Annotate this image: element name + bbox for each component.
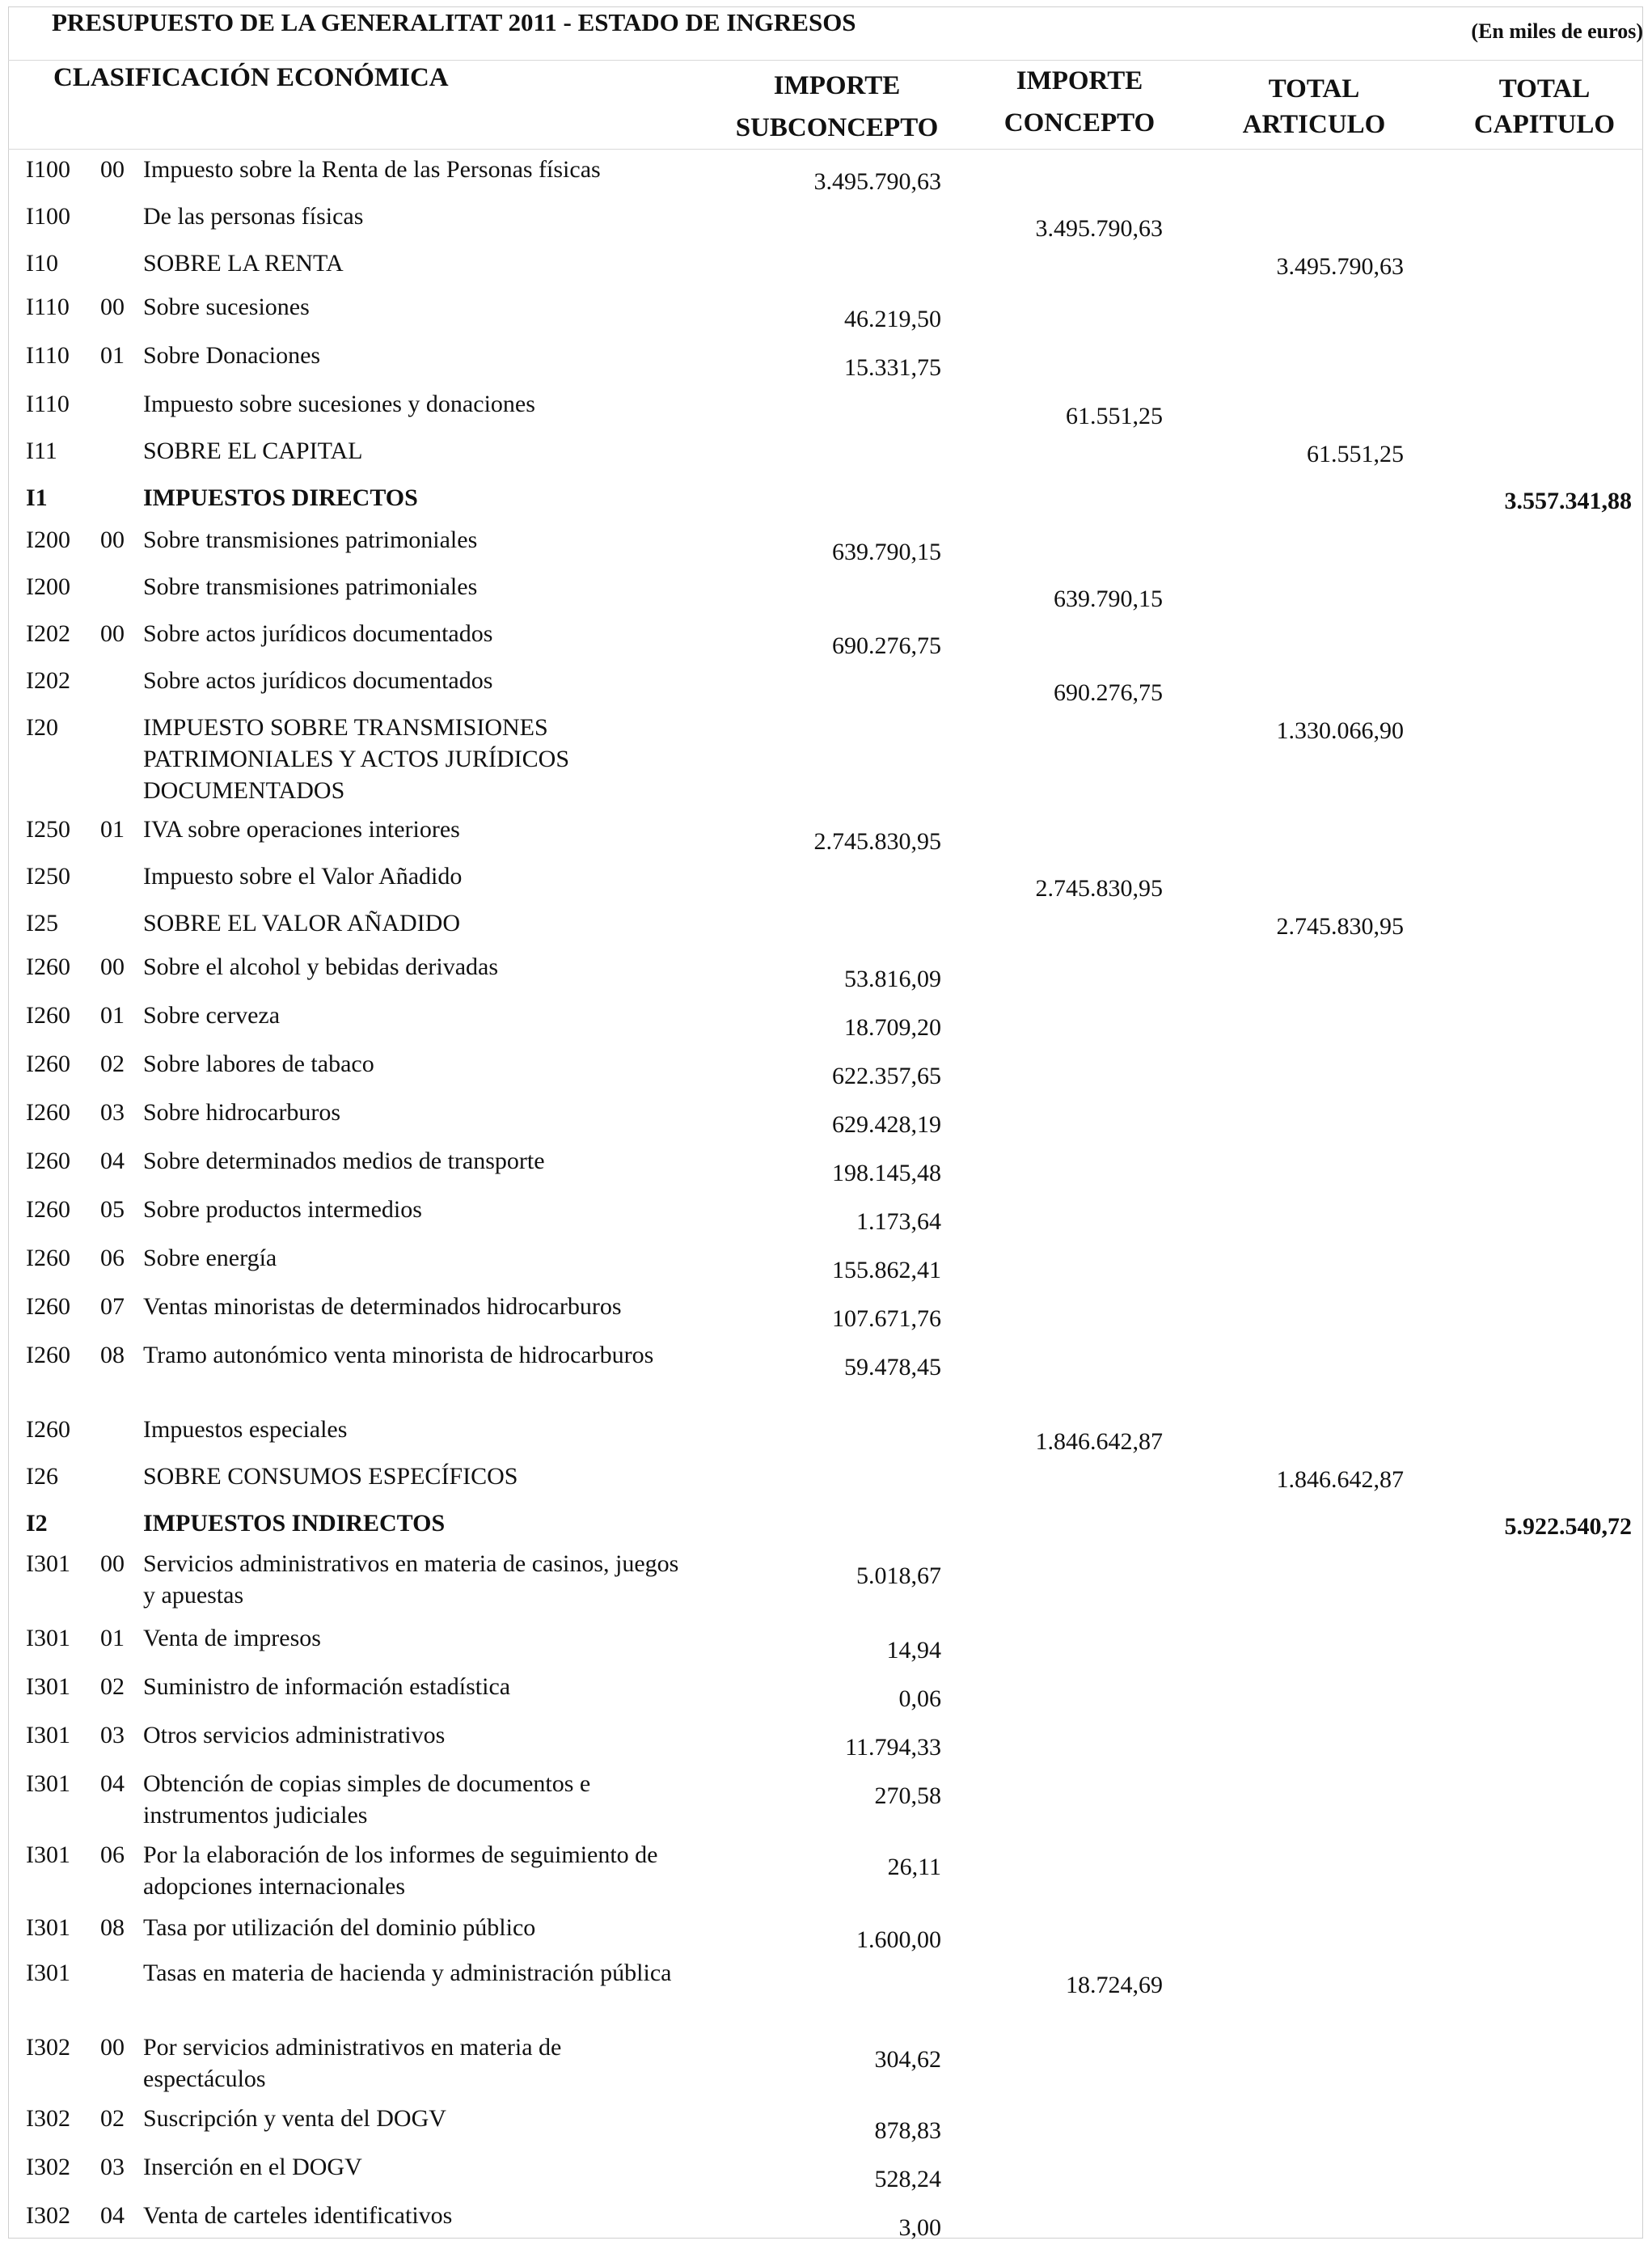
row-code: I202 xyxy=(26,667,70,694)
row-description: Impuesto sobre sucesiones y donaciones xyxy=(143,391,535,417)
header-concepto-line1: IMPORTE xyxy=(1016,66,1143,95)
row-importe-subconcepto: 270,58 xyxy=(874,1782,941,1809)
row-total-articulo: 3.495.790,63 xyxy=(1276,253,1404,280)
row-description: SOBRE EL CAPITAL xyxy=(143,438,363,464)
row-total-capitulo: 5.922.540,72 xyxy=(1504,1513,1632,1540)
row-importe-subconcepto: 18.709,20 xyxy=(844,1014,941,1041)
row-description: Sobre cerveza xyxy=(143,1002,281,1029)
row-importe-subconcepto: 11.794,33 xyxy=(845,1734,941,1761)
row-importe-subconcepto: 639.790,15 xyxy=(832,539,941,565)
row-importe-concepto: 639.790,15 xyxy=(1054,586,1163,612)
row-description: Sobre labores de tabaco xyxy=(143,1051,374,1077)
row-subcode: 06 xyxy=(100,1245,125,1271)
row-importe-subconcepto: 5.018,67 xyxy=(856,1562,941,1589)
row-code: I302 xyxy=(26,2202,70,2229)
row-description: Obtención de copias simples de documentos e instrumentos judiciales xyxy=(143,1770,591,1829)
row-subcode: 07 xyxy=(100,1293,125,1320)
row-importe-subconcepto: 53.816,09 xyxy=(844,966,941,992)
row-subcode: 04 xyxy=(100,1148,125,1174)
row-code: I260 xyxy=(26,1051,70,1077)
row-importe-subconcepto: 198.145,48 xyxy=(832,1160,941,1186)
row-importe-subconcepto: 3.495.790,63 xyxy=(813,168,941,195)
row-code: I202 xyxy=(26,620,70,647)
row-code: I1 xyxy=(26,484,48,511)
row-total-articulo: 1.846.642,87 xyxy=(1276,1466,1404,1493)
row-code: I100 xyxy=(26,156,70,183)
row-code: I26 xyxy=(26,1463,58,1490)
row-description: IMPUESTO SOBRE TRANSMISIONES PATRIMONIALES Y ACTOS JURÍDICOS DOCUMENTADOS xyxy=(143,714,570,804)
row-importe-subconcepto: 690.276,75 xyxy=(832,632,941,659)
row-description: Otros servicios administrativos xyxy=(143,1722,446,1748)
row-subcode: 00 xyxy=(100,620,125,647)
row-code: I110 xyxy=(26,294,70,320)
row-subcode: 03 xyxy=(100,1099,125,1126)
row-code: I260 xyxy=(26,953,70,980)
row-importe-subconcepto: 26,11 xyxy=(887,1854,941,1880)
row-code: I25 xyxy=(26,910,58,936)
row-subcode: 08 xyxy=(100,1914,125,1941)
row-code: I20 xyxy=(26,714,58,741)
row-importe-concepto: 2.745.830,95 xyxy=(1035,875,1163,902)
row-description: Suministro de información estadística xyxy=(143,1673,511,1700)
row-code: I301 xyxy=(26,1841,70,1868)
row-importe-subconcepto: 622.357,65 xyxy=(832,1063,941,1089)
row-importe-subconcepto: 15.331,75 xyxy=(844,354,941,381)
row-description: Por servicios administrativos en materia de espectáculos xyxy=(143,2034,562,2092)
row-description: Sobre productos intermedios xyxy=(143,1196,422,1223)
header-clasificacion: CLASIFICACIÓN ECONÓMICA xyxy=(53,63,449,92)
row-description: Inserción en el DOGV xyxy=(143,2154,362,2180)
row-description: Sobre actos jurídicos documentados xyxy=(143,667,493,694)
row-description: De las personas físicas xyxy=(143,203,364,230)
document-title: PRESUPUESTO DE LA GENERALITAT 2011 - ESTADO DE INGRESOS xyxy=(52,8,856,36)
row-description: Sobre determinados medios de transporte xyxy=(143,1148,545,1174)
row-description: Sobre sucesiones xyxy=(143,294,310,320)
row-code: I260 xyxy=(26,1342,70,1368)
row-total-articulo: 61.551,25 xyxy=(1307,441,1404,467)
row-description: Venta de carteles identificativos xyxy=(143,2202,453,2229)
units-note: (En miles de euros) xyxy=(1471,19,1643,43)
row-description: Sobre transmisiones patrimoniales xyxy=(143,573,478,600)
row-code: I200 xyxy=(26,573,70,600)
row-description: Tasas en materia de hacienda y administración pública xyxy=(143,1960,672,1986)
row-code: I301 xyxy=(26,1625,70,1651)
row-code: I10 xyxy=(26,250,58,277)
row-code: I110 xyxy=(26,391,70,417)
row-description: Sobre energía xyxy=(143,1245,277,1271)
row-subcode: 00 xyxy=(100,294,125,320)
row-subcode: 00 xyxy=(100,2034,125,2061)
row-description: Sobre transmisiones patrimoniales xyxy=(143,526,478,553)
header-articulo-line1: TOTAL xyxy=(1268,74,1360,104)
row-importe-subconcepto: 304,62 xyxy=(874,2046,941,2073)
row-code: I301 xyxy=(26,1550,70,1577)
row-code: I250 xyxy=(26,816,70,843)
row-code: I260 xyxy=(26,1196,70,1223)
row-description: IMPUESTOS DIRECTOS xyxy=(143,484,418,511)
row-code: I302 xyxy=(26,2154,70,2180)
row-importe-subconcepto: 0,06 xyxy=(898,1685,941,1712)
row-code: I11 xyxy=(26,438,57,464)
row-code: I2 xyxy=(26,1510,48,1537)
row-importe-concepto: 3.495.790,63 xyxy=(1035,215,1163,242)
row-description: Servicios administrativos en materia de casinos, juegos y apuestas xyxy=(143,1550,679,1609)
row-importe-concepto: 18.724,69 xyxy=(1066,1972,1163,1998)
row-subcode: 01 xyxy=(100,342,125,369)
row-importe-subconcepto: 629.428,19 xyxy=(832,1111,941,1138)
row-description: Impuesto sobre el Valor Añadido xyxy=(143,863,463,890)
row-importe-concepto: 690.276,75 xyxy=(1054,679,1163,706)
row-importe-subconcepto: 14,94 xyxy=(886,1637,941,1664)
row-subcode: 02 xyxy=(100,2105,125,2132)
row-code: I260 xyxy=(26,1245,70,1271)
row-subcode: 02 xyxy=(100,1673,125,1700)
row-code: I301 xyxy=(26,1914,70,1941)
row-code: I301 xyxy=(26,1673,70,1700)
row-description: Impuesto sobre la Renta de las Personas físicas xyxy=(143,156,601,183)
row-importe-subconcepto: 3,00 xyxy=(898,2214,941,2241)
row-subcode: 01 xyxy=(100,816,125,843)
row-description: Sobre hidrocarburos xyxy=(143,1099,341,1126)
row-subcode: 04 xyxy=(100,2202,125,2229)
row-importe-subconcepto: 155.862,41 xyxy=(832,1257,941,1283)
row-description: IVA sobre operaciones interiores xyxy=(143,816,460,843)
row-importe-concepto: 61.551,25 xyxy=(1066,403,1163,429)
row-code: I200 xyxy=(26,526,70,553)
row-code: I302 xyxy=(26,2034,70,2061)
row-total-articulo: 1.330.066,90 xyxy=(1276,717,1404,744)
row-code: I110 xyxy=(26,342,70,369)
row-description: IMPUESTOS INDIRECTOS xyxy=(143,1510,446,1537)
row-importe-subconcepto: 878,83 xyxy=(874,2117,941,2144)
row-description: Por la elaboración de los informes de seguimiento de adopciones internacionales xyxy=(143,1841,658,1900)
header-subconcepto-line2: SUBCONCEPTO xyxy=(735,113,939,142)
row-description: Ventas minoristas de determinados hidrocarburos xyxy=(143,1293,622,1320)
row-description: SOBRE CONSUMOS ESPECÍFICOS xyxy=(143,1463,518,1490)
header-concepto-line2: CONCEPTO xyxy=(1003,108,1156,137)
row-subcode: 08 xyxy=(100,1342,125,1368)
row-importe-concepto: 1.846.642,87 xyxy=(1035,1428,1163,1455)
row-description: Impuestos especiales xyxy=(143,1416,348,1443)
row-code: I260 xyxy=(26,1002,70,1029)
row-description: Tramo autonómico venta minorista de hidrocarburos xyxy=(143,1342,654,1368)
row-subcode: 05 xyxy=(100,1196,125,1223)
row-importe-subconcepto: 46.219,50 xyxy=(844,306,941,332)
header-articulo-line2: ARTICULO xyxy=(1242,110,1386,139)
row-code: I260 xyxy=(26,1293,70,1320)
row-description: SOBRE EL VALOR AÑADIDO xyxy=(143,910,460,936)
row-subcode: 06 xyxy=(100,1841,125,1868)
row-code: I301 xyxy=(26,1722,70,1748)
row-subcode: 02 xyxy=(100,1051,125,1077)
row-code: I250 xyxy=(26,863,70,890)
row-description: Tasa por utilización del dominio público xyxy=(143,1914,536,1941)
row-subcode: 00 xyxy=(100,953,125,980)
header-capitulo-line1: TOTAL xyxy=(1498,74,1591,104)
row-code: I301 xyxy=(26,1770,70,1797)
row-total-articulo: 2.745.830,95 xyxy=(1276,913,1404,940)
header-capitulo-line2: CAPITULO xyxy=(1473,110,1616,139)
row-subcode: 01 xyxy=(100,1625,125,1651)
row-total-capitulo: 3.557.341,88 xyxy=(1504,488,1632,514)
row-importe-subconcepto: 1.600,00 xyxy=(856,1926,941,1953)
row-description: Sobre actos jurídicos documentados xyxy=(143,620,493,647)
row-subcode: 03 xyxy=(100,2154,125,2180)
row-code: I100 xyxy=(26,203,70,230)
row-importe-subconcepto: 2.745.830,95 xyxy=(813,828,941,855)
row-subcode: 00 xyxy=(100,526,125,553)
header-subconcepto-line1: IMPORTE xyxy=(773,71,901,100)
row-subcode: 04 xyxy=(100,1770,125,1797)
row-importe-subconcepto: 528,24 xyxy=(874,2166,941,2192)
row-description: SOBRE LA RENTA xyxy=(143,250,344,277)
row-importe-subconcepto: 107.671,76 xyxy=(832,1305,941,1332)
row-description: Suscripción y venta del DOGV xyxy=(143,2105,446,2132)
row-code: I260 xyxy=(26,1416,70,1443)
row-subcode: 03 xyxy=(100,1722,125,1748)
row-subcode: 00 xyxy=(100,1550,125,1577)
row-description: Sobre Donaciones xyxy=(143,342,321,369)
row-importe-subconcepto: 1.173,64 xyxy=(856,1208,941,1235)
row-code: I260 xyxy=(26,1148,70,1174)
row-subcode: 00 xyxy=(100,156,125,183)
row-description: Venta de impresos xyxy=(143,1625,321,1651)
row-subcode: 01 xyxy=(100,1002,125,1029)
row-code: I302 xyxy=(26,2105,70,2132)
row-code: I260 xyxy=(26,1099,70,1126)
row-description: Sobre el alcohol y bebidas derivadas xyxy=(143,953,499,980)
row-code: I301 xyxy=(26,1960,70,1986)
row-importe-subconcepto: 59.478,45 xyxy=(844,1354,941,1380)
